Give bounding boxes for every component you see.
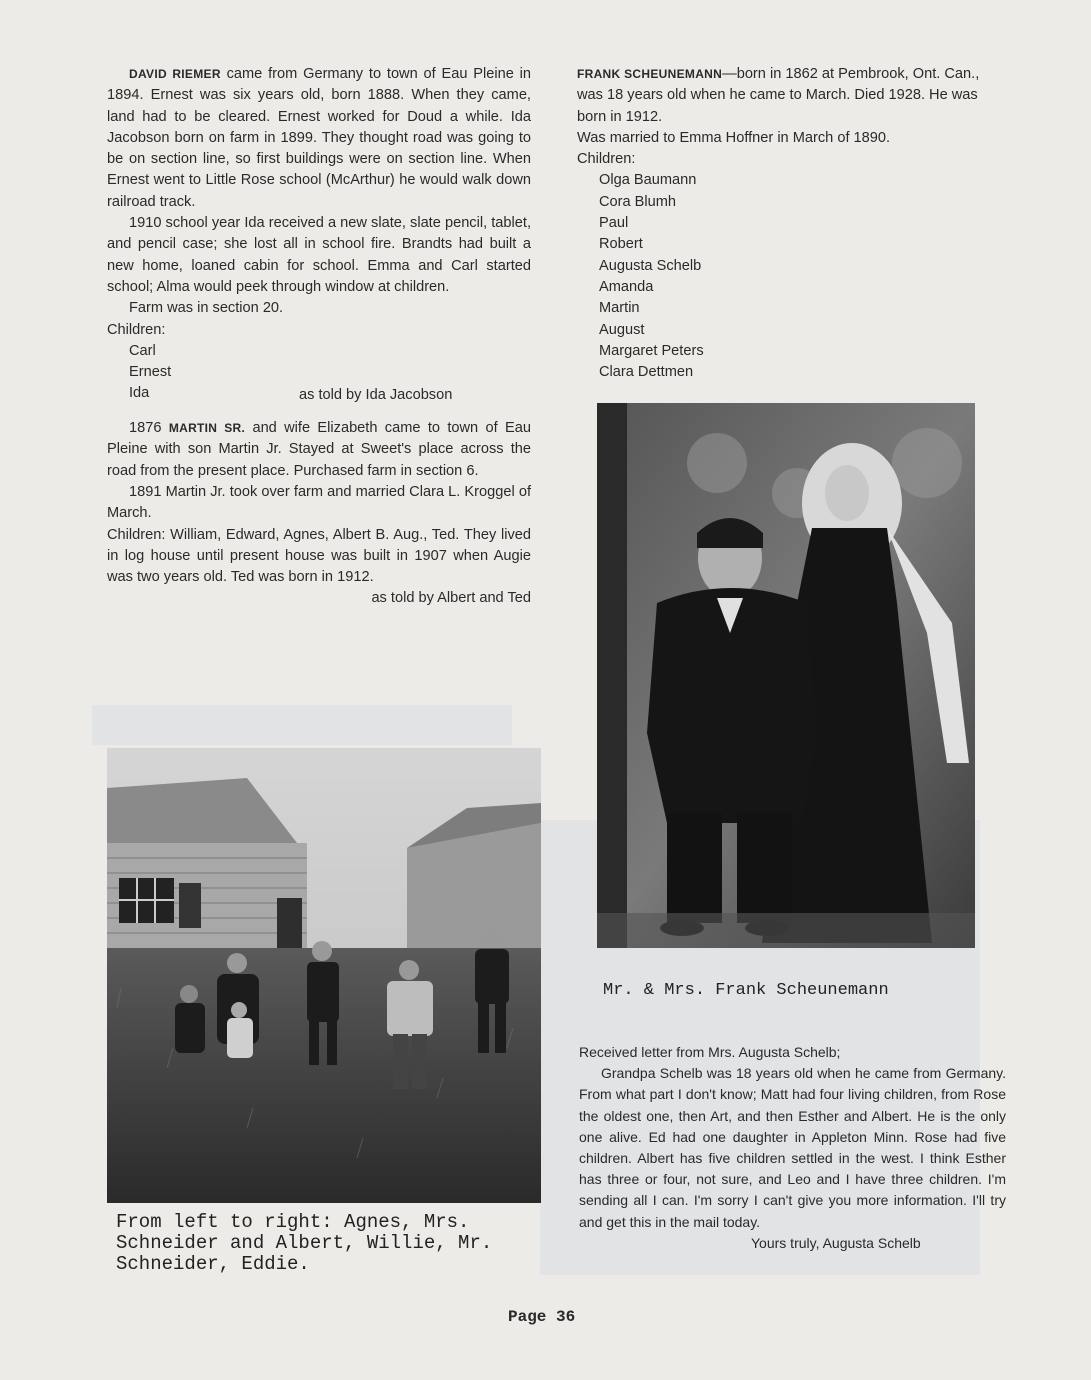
wedding-photo-image <box>597 403 975 948</box>
letter-block <box>579 1042 1006 1254</box>
letter-intro: Received letter from Mrs. Augusta Schelb; <box>579 1044 841 1060</box>
family-photo-caption: From left to right: Agnes, Mrs. Schneider and Albert, Willie, Mr. Schneider, Eddie. <box>116 1211 493 1275</box>
letter-closing: Yours truly, Augusta Schelb <box>751 1234 921 1251</box>
page-number: Page 36 <box>508 1308 576 1326</box>
list-item: Clara Dettmen <box>599 364 694 381</box>
scheunemann-name: FRANK SCHEUNEMANN <box>577 67 723 81</box>
list-item: Margaret Peters <box>599 342 704 359</box>
list-item: August <box>599 321 645 338</box>
list-item: Cora Blumh <box>599 193 677 210</box>
martin-paragraph-2: 1891 Martin Jr. took over farm and married Clara L. Kroggel of March. <box>107 483 531 522</box>
family-photo-image <box>107 748 541 1203</box>
bleed-through-panel <box>92 705 512 745</box>
list-item: Ernest <box>129 364 172 381</box>
list-item: Olga Baumann <box>599 172 697 189</box>
scheunemann-wedding-photo <box>597 403 975 948</box>
riemer-paragraph-1: DAVID RIEMER came from Germany to town of Eau Pleine in 1894. Ernest was six years old, born 1888. When they came, land had to be cleared. Ernest worked for Doud a while. Ida Jacobson born on farm in 1899. They thought road was going to be on section line, so first buildings were on section line. When Ernest went to Little Rose school (McArthur) he would walk down railroad track. <box>107 66 531 210</box>
riemer-name: DAVID RIEMER <box>129 67 221 81</box>
list-item: Carl <box>129 342 156 359</box>
scheunemann-children-list <box>577 170 997 383</box>
scheunemann-paragraph-1: FRANK SCHEUNEMANN—born in 1862 at Pembrook, Ont. Can., was 18 years old when he came to March. Died 1928. He was born in 1912. <box>577 66 980 125</box>
riemer-attribution: as told by Ida Jacobson <box>299 386 453 403</box>
wedding-photo-caption: Mr. & Mrs. Frank Scheunemann <box>603 981 889 1000</box>
list-item: Amanda <box>599 278 654 295</box>
martin-paragraph-3: Children: William, Edward, Agnes, Albert B. Aug., Ted. They lived in log house until present house was built in 1907 when Augie was two years old. Ted was born in 1912. <box>107 526 531 586</box>
right-column <box>577 64 997 383</box>
martin-paragraph-1: 1876 MARTIN SR. and wife Elizabeth came to town of Eau Pleine with son Martin Jr. Stayed at Sweet's place across the road from the present place. Purchased farm in section 6. <box>107 420 531 479</box>
riemer-paragraph-2: 1910 school year Ida received a new slate, slate pencil, tablet, and pencil case; she lost all in school fire. Brandts had built a new home, loaned cabin for school. Emma and Carl started school; Alma would peek through window at children. <box>107 215 531 295</box>
riemer-children-label: Children: <box>107 321 166 338</box>
left-column <box>107 64 531 610</box>
list-item: Robert <box>599 236 643 253</box>
letter-body: Grandpa Schelb was 18 years old when he came from Germany. From what part I don't know; Matt had four living children, from Rose the oldest one, then Art, and then Esther and Albert. He is the only one alive. Ed had one daughter in Appleton Minn. Rose had five children. Albert has five children settled in the west. I think Esther has three or four, not sure, and Leo and I have three children. I'm sending all I can. I'm sorry I can't give you more information. I'll try and get this in the mail today. <box>579 1065 1006 1230</box>
list-item: Paul <box>599 215 629 232</box>
list-item: Martin <box>599 300 640 317</box>
riemer-farm: Farm was in section 20. <box>129 300 284 317</box>
list-item: Ida <box>129 385 150 402</box>
schneider-family-photo <box>107 748 541 1203</box>
scheunemann-children-label: Children: <box>577 151 636 168</box>
list-item: Augusta Schelb <box>599 257 702 274</box>
martin-name: MARTIN SR. <box>168 421 246 436</box>
scheunemann-paragraph-2: Was married to Emma Hoffner in March of 1890. <box>577 129 891 146</box>
martin-attribution: as told by Albert and Ted <box>371 590 531 607</box>
